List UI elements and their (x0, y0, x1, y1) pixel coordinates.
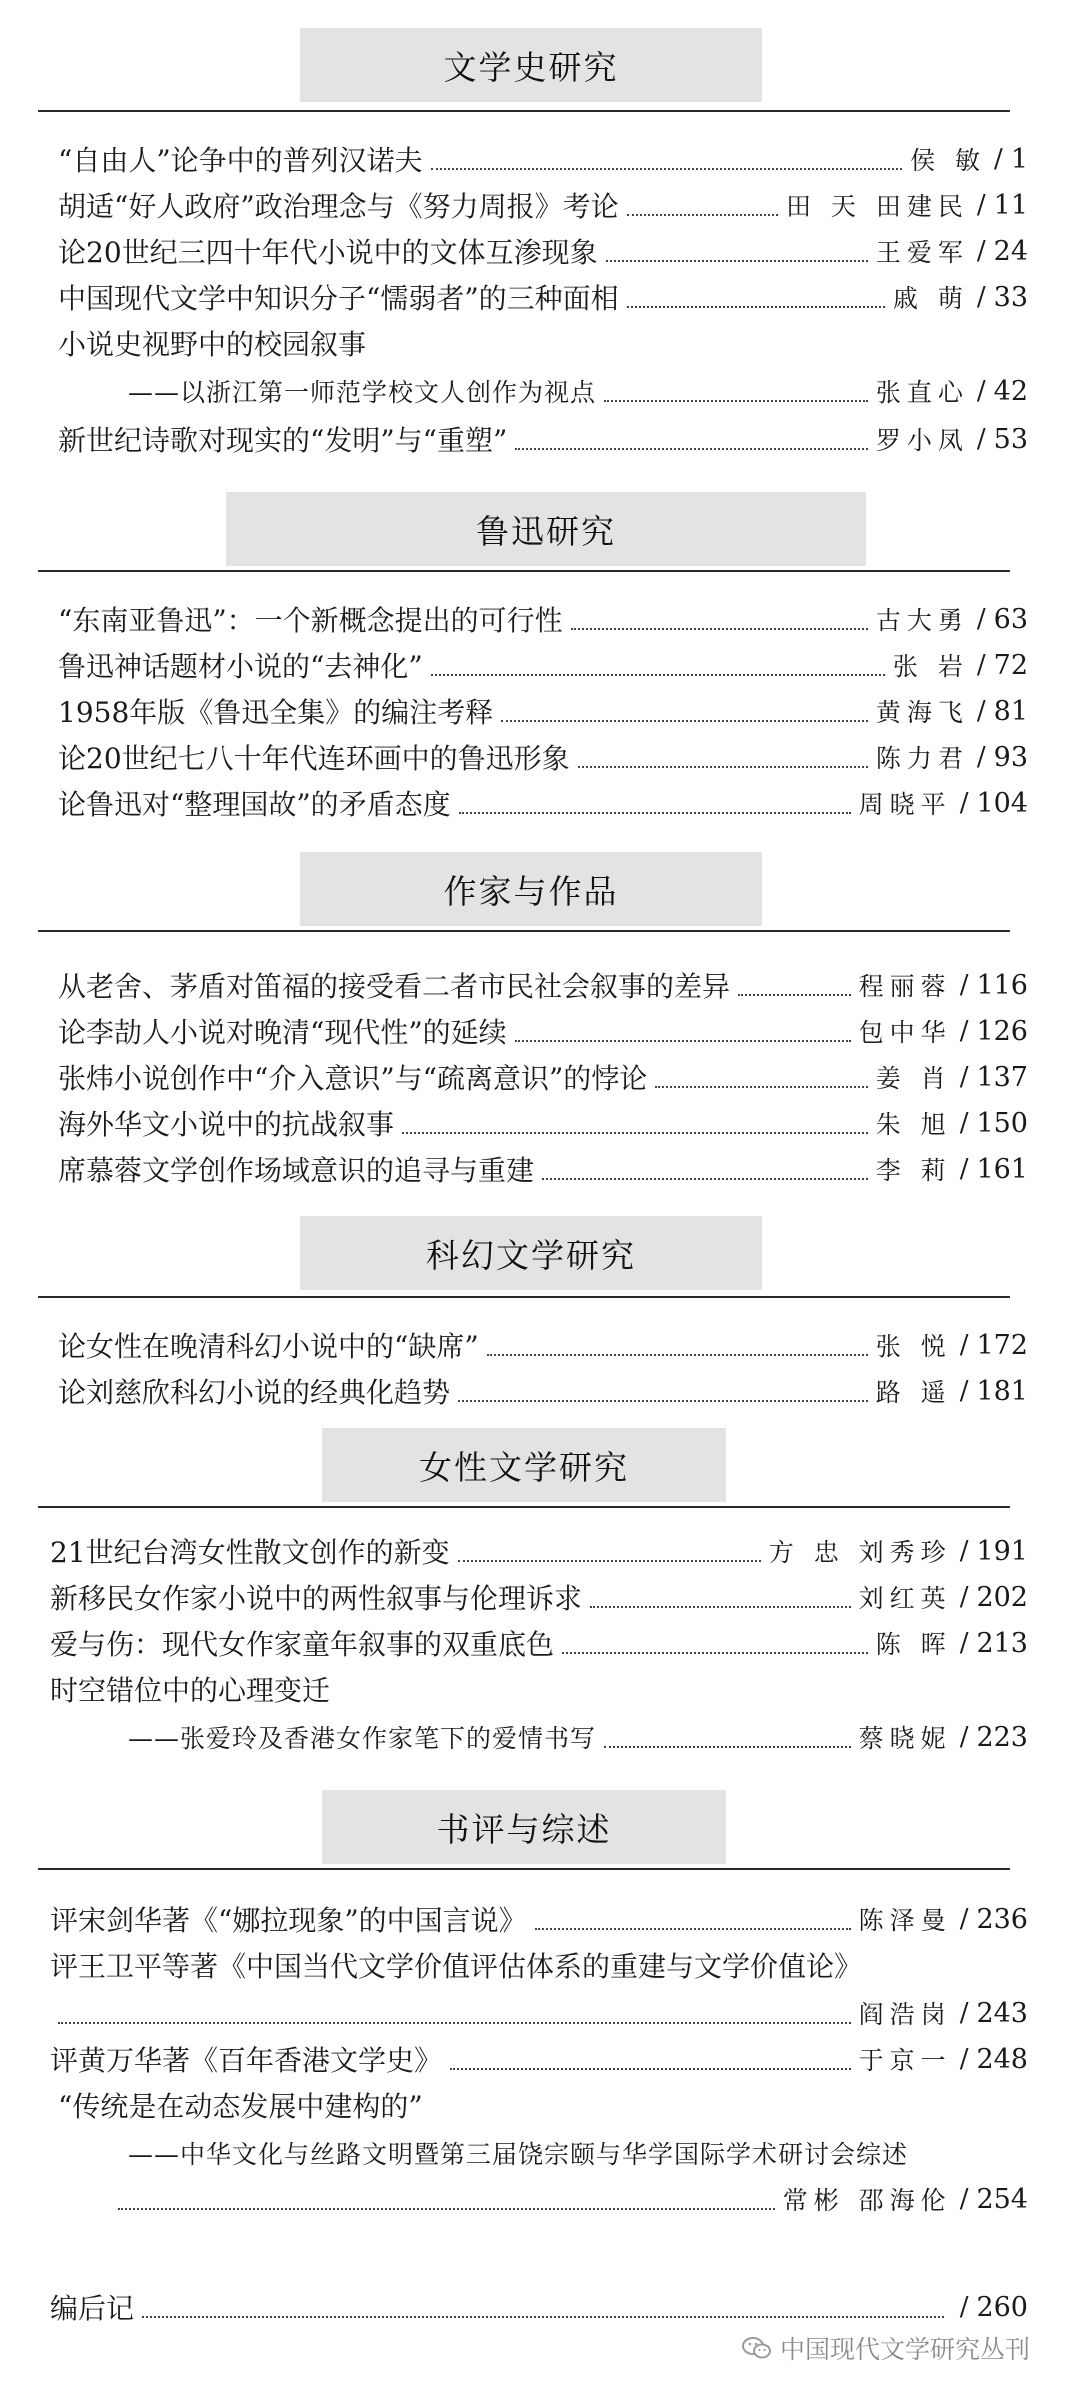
toc-entry-title-only[interactable] (50, 1666, 1028, 1712)
page-separator: / (959, 1376, 969, 1406)
leader-dots (458, 1400, 868, 1402)
section-rule (38, 1506, 1010, 1508)
entry-title: 从老舍、茅盾对笛福的接受看二者市民社会叙事的差异 (58, 970, 731, 1003)
entry-author: 程丽蓉 (858, 972, 952, 1001)
page-separator: / (959, 1628, 969, 1658)
entry-subtitle: ——中华文化与丝路文明暨第三届饶宗颐与华学国际学术研讨会综述 (128, 2140, 909, 2169)
entry-page: 254 (976, 2183, 1028, 2215)
toc-entry[interactable] (58, 274, 1028, 320)
page-separator: / (959, 1722, 969, 1752)
leader-dots (58, 2022, 851, 2024)
entry-author: 张 悦 (875, 1332, 952, 1361)
watermark-text: 中国现代文学研究丛刊 (779, 2335, 1030, 2364)
leader-dots (459, 812, 851, 814)
entry-author: 陈 晖 (875, 1630, 952, 1659)
wechat-icon (742, 2336, 772, 2360)
entry-page: 42 (993, 375, 1028, 407)
toc-entry[interactable] (58, 642, 1028, 688)
page-separator: / (959, 2184, 969, 2214)
entry-author: 侯 敏 (910, 146, 987, 175)
entry-title: 鲁迅神话题材小说的“去神化” (58, 650, 423, 683)
page-separator: / (959, 1154, 969, 1184)
toc-entry[interactable] (58, 1008, 1028, 1054)
page-separator: / (976, 604, 986, 634)
entry-page: 24 (993, 235, 1028, 267)
section-rule (38, 1296, 1010, 1298)
leader-dots (606, 260, 868, 262)
entry-author: 包中华 (858, 1018, 952, 1047)
entry-author: 陈力君 (875, 744, 969, 773)
page-separator: / (959, 1062, 969, 1092)
toc-entry-continuation[interactable] (50, 1990, 1028, 2036)
entry-author: 常彬 邵海伦 (782, 2186, 952, 2215)
entry-page: 81 (993, 695, 1028, 727)
entry-page: 191 (976, 1535, 1028, 1567)
entry-page: 93 (993, 741, 1028, 773)
entry-page: 104 (976, 787, 1028, 819)
entry-author: 周晓平 (858, 790, 952, 819)
leader-dots (571, 628, 868, 630)
toc-entry[interactable] (58, 596, 1028, 642)
entry-page: 202 (976, 1581, 1028, 1613)
entry-title: 海外华文小说中的抗战叙事 (58, 1108, 395, 1141)
toc-entry[interactable] (58, 136, 1028, 182)
leader-dots (578, 766, 868, 768)
page-separator: / (976, 696, 986, 726)
entry-author: 于京一 (858, 2046, 952, 2075)
toc-entry[interactable] (50, 1528, 1028, 1574)
entry-title: 论女性在晚清科幻小说中的“缺席” (58, 1330, 479, 1363)
leader-dots (515, 448, 868, 450)
entry-author: 田 天 田建民 (785, 192, 969, 221)
leader-dots (738, 994, 851, 996)
entry-page: 150 (976, 1107, 1028, 1139)
page-separator: / (994, 144, 1003, 174)
entry-title: 席慕蓉文学创作场域意识的追寻与重建 (58, 1154, 535, 1187)
toc-entry[interactable] (50, 2036, 1028, 2082)
section-heading: 科幻文学研究 (300, 1216, 762, 1290)
entry-page: 243 (976, 1997, 1028, 2029)
toc-entry[interactable] (58, 688, 1028, 734)
entry-page: 161 (976, 1153, 1028, 1185)
entry-title: 评黄万华著《百年香港文学史》 (50, 2044, 443, 2077)
toc-entry[interactable] (58, 1322, 1028, 1368)
entry-page: 116 (976, 969, 1028, 1001)
page-separator: / (976, 190, 986, 220)
toc-entry-continuation[interactable] (110, 2176, 1028, 2222)
entry-page: 1 (1010, 143, 1028, 175)
entry-title: 时空错位中的心理变迁 (50, 1674, 331, 1707)
section-rule (38, 570, 1010, 572)
section-rule (38, 110, 1010, 112)
page-separator: / (976, 282, 986, 312)
page-separator: / (959, 1330, 969, 1360)
toc-entry[interactable] (58, 1368, 1028, 1414)
entry-page: 213 (976, 1627, 1028, 1659)
toc-entry[interactable] (50, 1620, 1028, 1666)
page-separator: / (959, 788, 969, 818)
entry-page: 223 (976, 1721, 1028, 1753)
leader-dots (655, 1086, 867, 1088)
entry-page: 63 (993, 603, 1028, 635)
entry-title: 中国现代文学中知识分子“懦弱者”的三种面相 (58, 282, 619, 315)
entry-page: 172 (976, 1329, 1028, 1361)
entry-author: 戚 萌 (892, 284, 969, 313)
toc-entry[interactable] (58, 1146, 1028, 1192)
entry-title: “自由人”论争中的普列汉诺夫 (58, 144, 423, 177)
entry-author: 王爱军 (875, 238, 969, 267)
entry-title: 评王卫平等著《中国当代文学价值评估体系的重建与文学价值论》 (50, 1950, 863, 1983)
toc-entry-subtitle[interactable] (128, 1714, 1028, 1760)
section-heading: 书评与综述 (322, 1790, 726, 1864)
toc-entry[interactable] (50, 1896, 1028, 1942)
toc-entry[interactable] (58, 1100, 1028, 1146)
toc-entry-title-only[interactable] (58, 320, 1028, 366)
toc-entry[interactable] (58, 734, 1028, 780)
toc-entry-title-only[interactable] (50, 1942, 1028, 1988)
page-separator: / (959, 2044, 969, 2074)
page-separator: / (959, 970, 969, 1000)
leader-dots (431, 674, 885, 676)
leader-dots (402, 1132, 868, 1134)
page-separator: / (976, 650, 986, 680)
entry-author: 张 岩 (892, 652, 969, 681)
entry-author: 黄海飞 (875, 698, 969, 727)
toc-entry-subtitle[interactable] (128, 368, 1028, 414)
section-rule (38, 930, 1010, 932)
toc-entry[interactable] (58, 780, 1028, 826)
entry-author: 朱 旭 (875, 1110, 952, 1139)
entry-page: 53 (993, 423, 1028, 455)
entry-title: 论鲁迅对“整理国故”的矛盾态度 (58, 788, 451, 821)
section-heading: 作家与作品 (300, 852, 762, 926)
section-rule (38, 1868, 1010, 1870)
entry-author: 方 忠 刘秀珍 (768, 1538, 952, 1567)
leader-dots (501, 720, 868, 722)
leader-dots (515, 1040, 851, 1042)
entry-page: 236 (976, 1903, 1028, 1935)
page-separator: / (976, 376, 986, 406)
leader-dots (487, 1354, 868, 1356)
leader-dots (450, 2068, 851, 2070)
page-separator: / (976, 424, 986, 454)
leader-dots (535, 1928, 851, 1930)
leader-dots (562, 1652, 868, 1654)
entry-author: 陈泽曼 (858, 1906, 952, 1935)
watermark (742, 2330, 1030, 2366)
page-separator: / (959, 1998, 969, 2028)
entry-page: 11 (993, 189, 1028, 221)
entry-author: 李 莉 (875, 1156, 952, 1185)
entry-title: “传统是在动态发展中建构的” (58, 2090, 423, 2123)
toc-entry[interactable] (58, 182, 1028, 228)
toc-entry-subtitle[interactable] (128, 2130, 1028, 2176)
toc-entry[interactable] (58, 962, 1028, 1008)
entry-title: 张炜小说创作中“介入意识”与“疏离意识”的悖论 (58, 1062, 648, 1095)
leader-dots (590, 1606, 851, 1608)
entry-title: 胡适“好人政府”政治理念与《努力周报》考论 (58, 190, 619, 223)
entry-page: 260 (976, 2291, 1028, 2323)
toc-entry-afterword[interactable] (50, 2284, 1028, 2330)
section-heading: 女性文学研究 (322, 1428, 726, 1502)
entry-title: 新移民女作家小说中的两性叙事与伦理诉求 (50, 1582, 583, 1615)
leader-dots (542, 1178, 868, 1180)
page-separator: / (959, 1536, 969, 1566)
entry-title: 论20世纪三四十年代小说中的文体互渗现象 (58, 236, 598, 269)
entry-title: 论李劼人小说对晚清“现代性”的延续 (58, 1016, 507, 1049)
entry-title: 评宋剑华著《“娜拉现象”的中国言说》 (50, 1904, 527, 1937)
leader-dots (604, 400, 868, 402)
entry-page: 72 (993, 649, 1028, 681)
page-separator: / (959, 2292, 969, 2322)
toc-entry[interactable] (58, 1054, 1028, 1100)
entry-page: 248 (976, 2043, 1028, 2075)
entry-page: 126 (976, 1015, 1028, 1047)
entry-page: 137 (976, 1061, 1028, 1093)
entry-title: 新世纪诗歌对现实的“发明”与“重塑” (58, 424, 508, 457)
entry-page: 33 (993, 281, 1028, 313)
leader-dots (627, 306, 885, 308)
entry-subtitle: ——张爱玲及香港女作家笔下的爱情书写 (128, 1724, 597, 1753)
leader-dots (142, 2316, 944, 2318)
entry-title: 爱与伤：现代女作家童年叙事的双重底色 (50, 1628, 555, 1661)
entry-page: 181 (976, 1375, 1028, 1407)
page-separator: / (976, 236, 986, 266)
page-separator: / (959, 1904, 969, 1934)
entry-author: 蔡晓妮 (858, 1724, 952, 1753)
entry-author: 姜 肖 (875, 1064, 952, 1093)
leader-dots (458, 1560, 761, 1562)
entry-author: 罗小凤 (875, 426, 969, 455)
entry-title: 1958年版《鲁迅全集》的编注考释 (58, 696, 494, 729)
toc-entry-title-only[interactable] (58, 2082, 1028, 2128)
entry-title: 论20世纪七八十年代连环画中的鲁迅形象 (58, 742, 570, 775)
leader-dots (604, 1746, 851, 1748)
toc-entry[interactable] (58, 416, 1028, 462)
entry-title: 小说史视野中的校园叙事 (58, 328, 367, 361)
entry-title: 21世纪台湾女性散文创作的新变 (50, 1536, 450, 1569)
section-heading: 文学史研究 (300, 28, 762, 102)
toc-entry[interactable] (58, 228, 1028, 274)
page-separator: / (976, 742, 986, 772)
entry-title: 编后记 (50, 2292, 135, 2325)
toc-entry[interactable] (50, 1574, 1028, 1620)
page-separator: / (959, 1582, 969, 1612)
entry-author: 张直心 (875, 378, 969, 407)
entry-title: “东南亚鲁迅”：一个新概念提出的可行性 (58, 604, 563, 637)
leader-dots (627, 214, 778, 216)
entry-author: 阎浩岗 (858, 2000, 952, 2029)
entry-author: 路 遥 (875, 1378, 952, 1407)
page-separator: / (959, 1108, 969, 1138)
entry-title: 论刘慈欣科幻小说的经典化趋势 (58, 1376, 451, 1409)
page-separator: / (959, 1016, 969, 1046)
section-heading: 鲁迅研究 (226, 492, 866, 566)
leader-dots (118, 2208, 775, 2210)
entry-subtitle: ——以浙江第一师范学校文人创作为视点 (128, 378, 597, 407)
entry-author: 刘红英 (858, 1584, 952, 1613)
leader-dots (431, 168, 902, 170)
entry-author: 古大勇 (875, 606, 969, 635)
